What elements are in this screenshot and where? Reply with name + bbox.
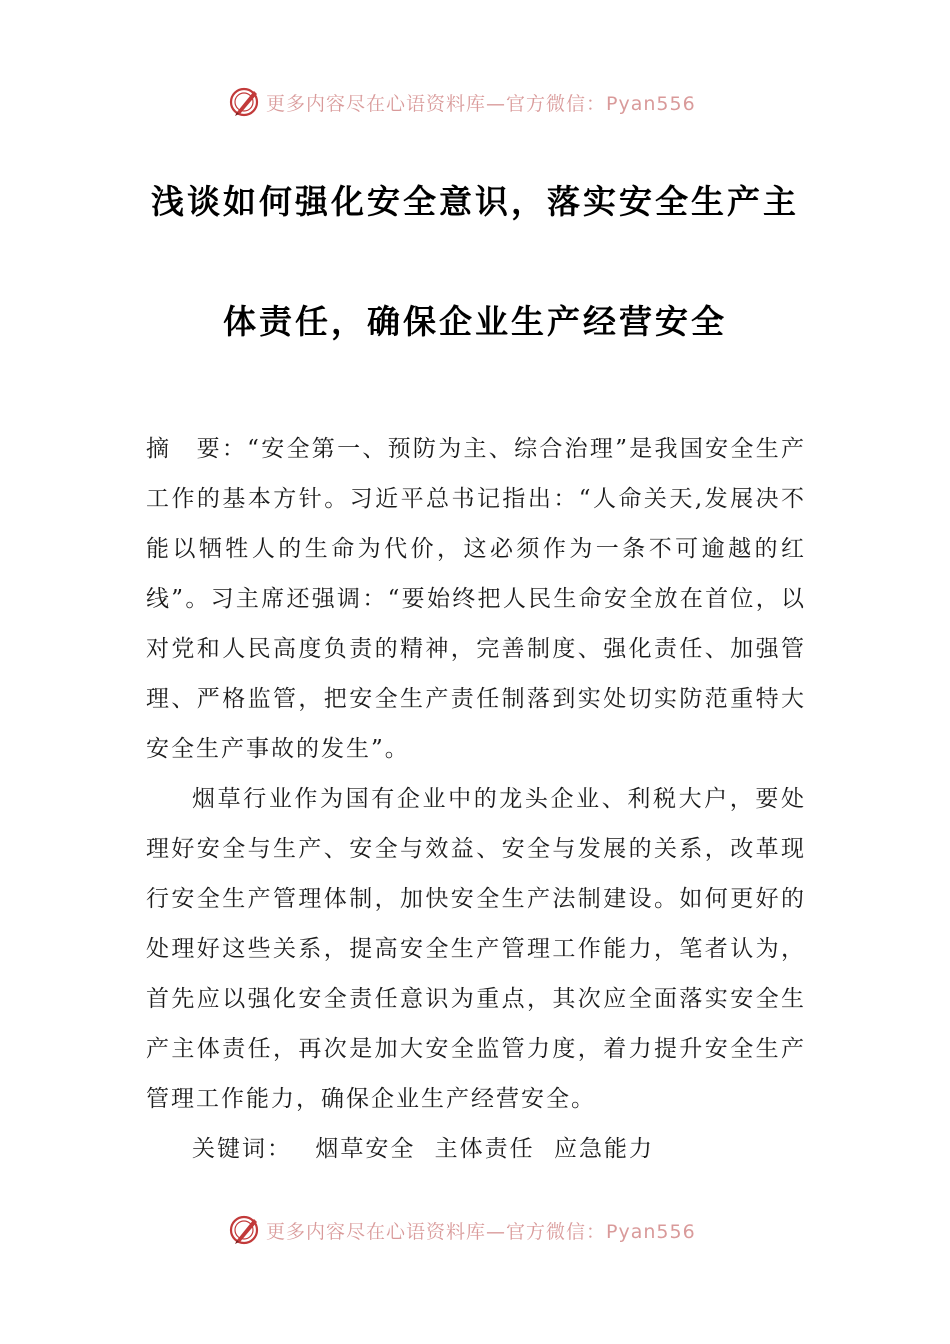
document-title-line-1: 浅谈如何强化安全意识，落实安全生产主 [151, 182, 799, 221]
body-paragraph: 烟草行业作为国有企业中的龙头企业、利税大户，要处理好安全与生产、安全与效益、安全与发展的关系，改革现行安全生产管理体制，加快安全生产法制建设。如何更好的处理好这些关系，提高安全生产管理工作能力，笔者认为，首先应以强化安全责任意识为重点，其次应全面落实安全生产主体责任，再次是加大安全监管力度，着力提升安全生产管理工作能力，确保企业生产经营安全。 [146, 786, 806, 1112]
keywords-label: 关键词： [192, 1136, 292, 1162]
abstract-paragraph [146, 424, 806, 774]
header-banner [0, 82, 950, 122]
keywords-line [192, 1124, 664, 1174]
document-title-line-2: 体责任，确保企业生产经营安全 [223, 302, 727, 341]
keyword-item: 主体责任 [434, 1136, 535, 1162]
footer-banner [0, 1210, 950, 1250]
keyword-item: 烟草安全 [315, 1136, 416, 1162]
pen-logo-icon [228, 1213, 262, 1247]
footer-banner-text: 更多内容尽在心语资料库—官方微信：Pyan556 [266, 1220, 696, 1243]
abstract-label: 摘 要： [146, 436, 248, 462]
pen-logo-icon [228, 85, 262, 119]
keyword-item: 应急能力 [553, 1136, 654, 1162]
abstract-text: “安全第一、预防为主、综合治理”是我国安全生产工作的基本方针。习近平总书记指出：“人命关天,发展决不能以牺牲人的生命为代价，这必须作为一条不可逾越的红线”。习主席还强调：“要始终把人民生命安全放在首位，以对党和人民高度负责的精神，完善制度、强化责任、加强管理、严格监管，把安全生产责任制落到实处切实防范重特大安全生产事故的发生”。 [146, 436, 806, 762]
header-banner-text: 更多内容尽在心语资料库—官方微信：Pyan556 [266, 92, 696, 115]
